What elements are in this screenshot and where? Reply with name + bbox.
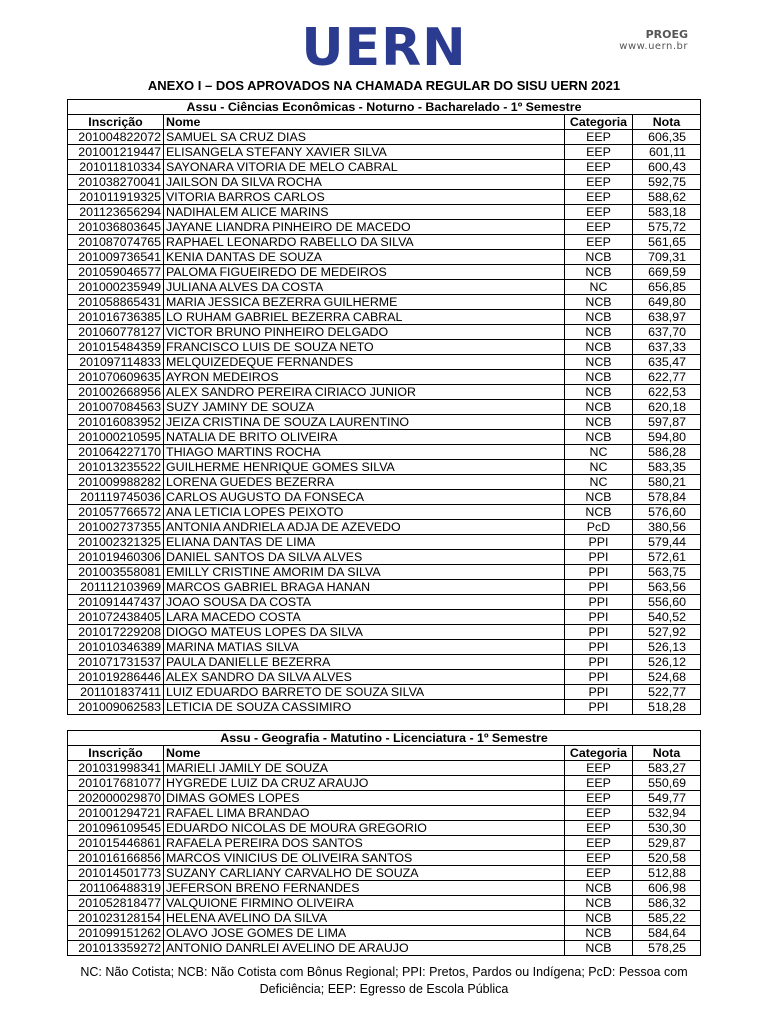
table-row [68,460,701,475]
nota-cell: 576,60 [632,505,700,520]
website-label: www.uern.br [619,41,688,52]
nome-cell: NATALIA DE BRITO OLIVEIRA [164,430,565,445]
inscricao-cell: 201002737355 [68,520,164,535]
inscricao-cell: 201058865431 [68,295,164,310]
table-row [68,941,701,956]
nome-cell: LORENA GUEDES BEZERRA [164,475,565,490]
categoria-cell: PPI [564,565,632,580]
document-title: ANEXO I – DOS APROVADOS NA CHAMADA REGULAR DO SISU UERN 2021 [147,78,621,93]
table-row [68,685,701,700]
nota-cell: 526,12 [632,655,700,670]
categoria-cell: NCB [564,881,632,896]
nome-cell: MARCOS GABRIEL BRAGA HANAN [164,580,565,595]
nome-cell: LETICIA DE SOUZA CASSIMIRO [164,700,565,715]
nome-cell: THIAGO MARTINS ROCHA [164,445,565,460]
categoria-cell: NCB [564,490,632,505]
nome-cell: DANIEL SANTOS DA SILVA ALVES [164,550,565,565]
table-row [68,670,701,685]
categoria-cell: NCB [564,911,632,926]
categoria-cell: NC [564,460,632,475]
table-row [68,505,701,520]
table-row [68,761,701,776]
categoria-cell: EEP [564,160,632,175]
nome-cell: JAYANE LIANDRA PINHEIRO DE MACEDO [164,220,565,235]
categoria-cell: EEP [564,761,632,776]
inscricao-cell: 201011919325 [68,190,164,205]
nota-cell: 549,77 [632,791,700,806]
uern-logo: UERN [301,18,467,78]
inscricao-cell: 201112103969 [68,580,164,595]
nota-cell: 594,80 [632,430,700,445]
categoria-cell: EEP [564,791,632,806]
inscricao-cell: 201052818477 [68,896,164,911]
nota-cell: 520,58 [632,851,700,866]
table-row [68,926,701,941]
nome-cell: RAFAEL LIMA BRANDAO [164,806,565,821]
categoria-cell: PPI [564,550,632,565]
inscricao-cell: 201002321325 [68,535,164,550]
nota-cell: 563,75 [632,565,700,580]
nota-cell: 561,65 [632,235,700,250]
column-header-inscricao: Inscrição [68,115,164,130]
inscricao-cell: 201003558081 [68,565,164,580]
table-row [68,175,701,190]
categoria-cell: NCB [564,340,632,355]
table-body [68,761,701,956]
column-header-nota: Nota [632,115,700,130]
nome-cell: GUILHERME HENRIQUE GOMES SILVA [164,460,565,475]
table-row [68,580,701,595]
nome-cell: VITORIA BARROS CARLOS [164,190,565,205]
table-row [68,295,701,310]
inscricao-cell: 201010346389 [68,640,164,655]
nota-cell: 578,25 [632,941,700,956]
column-header-inscricao: Inscrição [68,746,164,761]
nota-cell: 556,60 [632,595,700,610]
categoria-cell: EEP [564,130,632,145]
categoria-cell: EEP [564,205,632,220]
inscricao-cell: 201011810334 [68,160,164,175]
nota-cell: 583,35 [632,460,700,475]
nota-cell: 522,77 [632,685,700,700]
inscricao-cell: 201000210595 [68,430,164,445]
category-legend: NC: Não Cotista; NCB: Não Cotista com Bônus Regional; PPI: Pretos, Pardos ou Indígena; PcD: Pessoa com Deficiência; EEP: Egresso de Escola Pública [80,965,688,996]
categoria-cell: NCB [564,941,632,956]
nota-cell: 580,21 [632,475,700,490]
table-row [68,806,701,821]
inscricao-cell: 201007084563 [68,400,164,415]
inscricao-cell: 201023128154 [68,911,164,926]
inscricao-cell: 201001294721 [68,806,164,821]
categoria-cell: EEP [564,220,632,235]
nota-cell: 512,88 [632,866,700,881]
inscricao-cell: 201087074765 [68,235,164,250]
nota-cell: 606,35 [632,130,700,145]
nome-cell: ANA LETICIA LOPES PEIXOTO [164,505,565,520]
inscricao-cell: 201009736541 [68,250,164,265]
categoria-cell: NCB [564,415,632,430]
inscricao-cell: 201064227170 [68,445,164,460]
categoria-cell: NCB [564,926,632,941]
nome-cell: HELENA AVELINO DA SILVA [164,911,565,926]
inscricao-cell: 201009062583 [68,700,164,715]
table-row [68,625,701,640]
categoria-cell: PPI [564,610,632,625]
table-row [68,265,701,280]
categoria-cell: NC [564,280,632,295]
nome-cell: ALEX SANDRO DA SILVA ALVES [164,670,565,685]
categoria-cell: EEP [564,821,632,836]
table-row [68,190,701,205]
nome-cell: DIMAS GOMES LOPES [164,791,565,806]
table-row [68,310,701,325]
categoria-cell: PPI [564,700,632,715]
table-row [68,535,701,550]
categoria-cell: EEP [564,806,632,821]
inscricao-cell: 201004822072 [68,130,164,145]
nota-cell: 588,62 [632,190,700,205]
table-row [68,235,701,250]
nota-cell: 530,30 [632,821,700,836]
categoria-cell: NCB [564,896,632,911]
nota-cell: 622,77 [632,370,700,385]
table-row [68,280,701,295]
column-header-categoria: Categoria [564,115,632,130]
inscricao-cell: 201072438405 [68,610,164,625]
nome-cell: ANTONIA ANDRIELA ADJA DE AZEVEDO [164,520,565,535]
nota-cell: 622,53 [632,385,700,400]
nota-cell: 532,94 [632,806,700,821]
categoria-cell: NCB [564,370,632,385]
inscricao-cell: 201071731537 [68,655,164,670]
categoria-cell: NC [564,475,632,490]
nome-cell: EDUARDO NICOLAS DE MOURA GREGORIO [164,821,565,836]
categoria-cell: NCB [564,250,632,265]
categoria-cell: NCB [564,325,632,340]
nota-cell: 600,43 [632,160,700,175]
nota-cell: 524,68 [632,670,700,685]
categoria-cell: PPI [564,670,632,685]
inscricao-cell: 201070609635 [68,370,164,385]
categoria-cell: NCB [564,505,632,520]
nota-cell: 583,18 [632,205,700,220]
department-label: PROEG [645,28,688,41]
nome-cell: AYRON MEDEIROS [164,370,565,385]
column-header-nome: Nome [164,746,565,761]
nota-cell: 637,70 [632,325,700,340]
nome-cell: SUZY JAMINY DE SOUZA [164,400,565,415]
categoria-cell: PPI [564,595,632,610]
nota-cell: 635,47 [632,355,700,370]
inscricao-cell: 201096109545 [68,821,164,836]
categoria-cell: PPI [564,655,632,670]
table-row [68,340,701,355]
inscricao-cell: 201002668956 [68,385,164,400]
inscricao-cell: 201017681077 [68,776,164,791]
results-table-geografia [67,730,701,956]
nota-cell: 540,52 [632,610,700,625]
table-row [68,355,701,370]
table-row [68,595,701,610]
inscricao-cell: 201015484359 [68,340,164,355]
inscricao-cell: 201091447437 [68,595,164,610]
table-row [68,776,701,791]
table-row [68,565,701,580]
categoria-cell: EEP [564,235,632,250]
nota-cell: 601,11 [632,145,700,160]
column-header-nome: Nome [164,115,565,130]
nome-cell: MELQUIZEDEQUE FERNANDES [164,355,565,370]
inscricao-cell: 201016736385 [68,310,164,325]
nome-cell: EMILLY CRISTINE AMORIM DA SILVA [164,565,565,580]
inscricao-cell: 201013359272 [68,941,164,956]
table-row [68,700,701,715]
nome-cell: ALEX SANDRO PEREIRA CIRIACO JUNIOR [164,385,565,400]
nota-cell: 527,92 [632,625,700,640]
inscricao-cell: 201097114833 [68,355,164,370]
brand-block [619,28,688,52]
table-row [68,250,701,265]
table-row [68,370,701,385]
categoria-cell: EEP [564,190,632,205]
nome-cell: ELISANGELA STEFANY XAVIER SILVA [164,145,565,160]
table-row [68,220,701,235]
nota-cell: 638,97 [632,310,700,325]
table-row [68,896,701,911]
nota-cell: 572,61 [632,550,700,565]
nome-cell: ELIANA DANTAS DE LIMA [164,535,565,550]
table-row [68,145,701,160]
inscricao-cell: 201057766572 [68,505,164,520]
nome-cell: LO RUHAM GABRIEL BEZERRA CABRAL [164,310,565,325]
inscricao-cell: 201017229208 [68,625,164,640]
inscricao-cell: 201015446861 [68,836,164,851]
nome-cell: PAULA DANIELLE BEZERRA [164,655,565,670]
nome-cell: MARCOS VINICIUS DE OLIVEIRA SANTOS [164,851,565,866]
inscricao-cell: 201019286446 [68,670,164,685]
inscricao-cell: 201106488319 [68,881,164,896]
categoria-cell: EEP [564,776,632,791]
inscricao-cell: 201036803645 [68,220,164,235]
nome-cell: FRANCISCO LUIS DE SOUZA NETO [164,340,565,355]
nome-cell: SUZANY CARLIANY CARVALHO DE SOUZA [164,866,565,881]
nota-cell: 584,64 [632,926,700,941]
nome-cell: KENIA DANTAS DE SOUZA [164,250,565,265]
table-row [68,836,701,851]
inscricao-cell: 201014501773 [68,866,164,881]
inscricao-cell: 201060778127 [68,325,164,340]
inscricao-cell: 201000235949 [68,280,164,295]
nome-cell: JULIANA ALVES DA COSTA [164,280,565,295]
table-row [68,610,701,625]
inscricao-cell: 201101837411 [68,685,164,700]
categoria-cell: NCB [564,400,632,415]
nome-cell: PALOMA FIGUEIREDO DE MEDEIROS [164,265,565,280]
categoria-cell: EEP [564,836,632,851]
table-row [68,415,701,430]
nome-cell: RAPHAEL LEONARDO RABELLO DA SILVA [164,235,565,250]
inscricao-cell: 201123656294 [68,205,164,220]
table-row [68,445,701,460]
categoria-cell: PcD [564,520,632,535]
nome-cell: RAFAELA PEREIRA DOS SANTOS [164,836,565,851]
table-row [68,640,701,655]
table-row [68,490,701,505]
table-row [68,475,701,490]
table-row [68,821,701,836]
nome-cell: DIOGO MATEUS LOPES DA SILVA [164,625,565,640]
table-row [68,160,701,175]
nome-cell: JEFERSON BRENO FERNANDES [164,881,565,896]
categoria-cell: PPI [564,640,632,655]
categoria-cell: PPI [564,625,632,640]
table-row [68,520,701,535]
table-row [68,881,701,896]
table-row [68,791,701,806]
table-row [68,385,701,400]
categoria-cell: NC [564,445,632,460]
nota-cell: 550,69 [632,776,700,791]
categoria-cell: EEP [564,145,632,160]
categoria-cell: PPI [564,535,632,550]
nota-cell: 578,84 [632,490,700,505]
table-row [68,205,701,220]
inscricao-cell: 201001219447 [68,145,164,160]
column-header-nota: Nota [632,746,700,761]
nome-cell: MARIA JESSICA BEZERRA GUILHERME [164,295,565,310]
nota-cell: 597,87 [632,415,700,430]
nota-cell: 649,80 [632,295,700,310]
nome-cell: JEIZA CRISTINA DE SOUZA LAURENTINO [164,415,565,430]
nome-cell: JAILSON DA SILVA ROCHA [164,175,565,190]
nome-cell: VICTOR BRUNO PINHEIRO DELGADO [164,325,565,340]
table-body [68,130,701,715]
categoria-cell: NCB [564,310,632,325]
nota-cell: 518,28 [632,700,700,715]
table-row [68,866,701,881]
inscricao-cell: 201031998341 [68,761,164,776]
inscricao-cell: 201016083952 [68,415,164,430]
table-row [68,851,701,866]
inscricao-cell: 201059046577 [68,265,164,280]
nome-cell: SAYONARA VITORIA DE MELO CABRAL [164,160,565,175]
categoria-cell: NCB [564,355,632,370]
nota-cell: 592,75 [632,175,700,190]
table-row [68,655,701,670]
nome-cell: SAMUEL SA CRUZ DIAS [164,130,565,145]
nota-cell: 583,27 [632,761,700,776]
table-row [68,550,701,565]
nota-cell: 586,28 [632,445,700,460]
categoria-cell: NCB [564,430,632,445]
inscricao-cell: 201038270041 [68,175,164,190]
inscricao-cell: 201019460306 [68,550,164,565]
table-row [68,325,701,340]
nome-cell: OLAVO JOSE GOMES DE LIMA [164,926,565,941]
nota-cell: 575,72 [632,220,700,235]
nome-cell: HYGREDE LUIZ DA CRUZ ARAUJO [164,776,565,791]
inscricao-cell: 201009988282 [68,475,164,490]
inscricao-cell: 201119745036 [68,490,164,505]
nome-cell: NADIHALEM ALICE MARINS [164,205,565,220]
nota-cell: 709,31 [632,250,700,265]
nota-cell: 585,22 [632,911,700,926]
inscricao-cell: 201016166856 [68,851,164,866]
nota-cell: 656,85 [632,280,700,295]
categoria-cell: NCB [564,265,632,280]
nota-cell: 606,98 [632,881,700,896]
categoria-cell: EEP [564,866,632,881]
results-table-ciencias-economicas [67,99,701,715]
nota-cell: 637,33 [632,340,700,355]
categoria-cell: EEP [564,851,632,866]
nome-cell: LUIZ EDUARDO BARRETO DE SOUZA SILVA [164,685,565,700]
categoria-cell: NCB [564,295,632,310]
nome-cell: MARINA MATIAS SILVA [164,640,565,655]
categoria-cell: EEP [564,175,632,190]
nome-cell: MARIELI JAMILY DE SOUZA [164,761,565,776]
table-row [68,130,701,145]
section-title: Assu - Geografia - Matutino - Licenciatura - 1º Semestre [68,731,701,746]
nota-cell: 380,56 [632,520,700,535]
categoria-cell: NCB [564,385,632,400]
nome-cell: VALQUIONE FIRMINO OLIVEIRA [164,896,565,911]
nome-cell: ANTONIO DANRLEI AVELINO DE ARAUJO [164,941,565,956]
table-row [68,400,701,415]
nota-cell: 669,59 [632,265,700,280]
table-row [68,430,701,445]
nota-cell: 586,32 [632,896,700,911]
nome-cell: LARA MACEDO COSTA [164,610,565,625]
column-header-categoria: Categoria [564,746,632,761]
nota-cell: 563,56 [632,580,700,595]
nome-cell: CARLOS AUGUSTO DA FONSECA [164,490,565,505]
nome-cell: JOAO SOUSA DA COSTA [164,595,565,610]
inscricao-cell: 201013235522 [68,460,164,475]
categoria-cell: PPI [564,580,632,595]
nota-cell: 526,13 [632,640,700,655]
nota-cell: 620,18 [632,400,700,415]
nota-cell: 579,44 [632,535,700,550]
inscricao-cell: 202000029870 [68,791,164,806]
inscricao-cell: 201099151262 [68,926,164,941]
section-title: Assu - Ciências Econômicas - Noturno - Bacharelado - 1º Semestre [68,100,701,115]
categoria-cell: PPI [564,685,632,700]
table-row [68,911,701,926]
nota-cell: 529,87 [632,836,700,851]
